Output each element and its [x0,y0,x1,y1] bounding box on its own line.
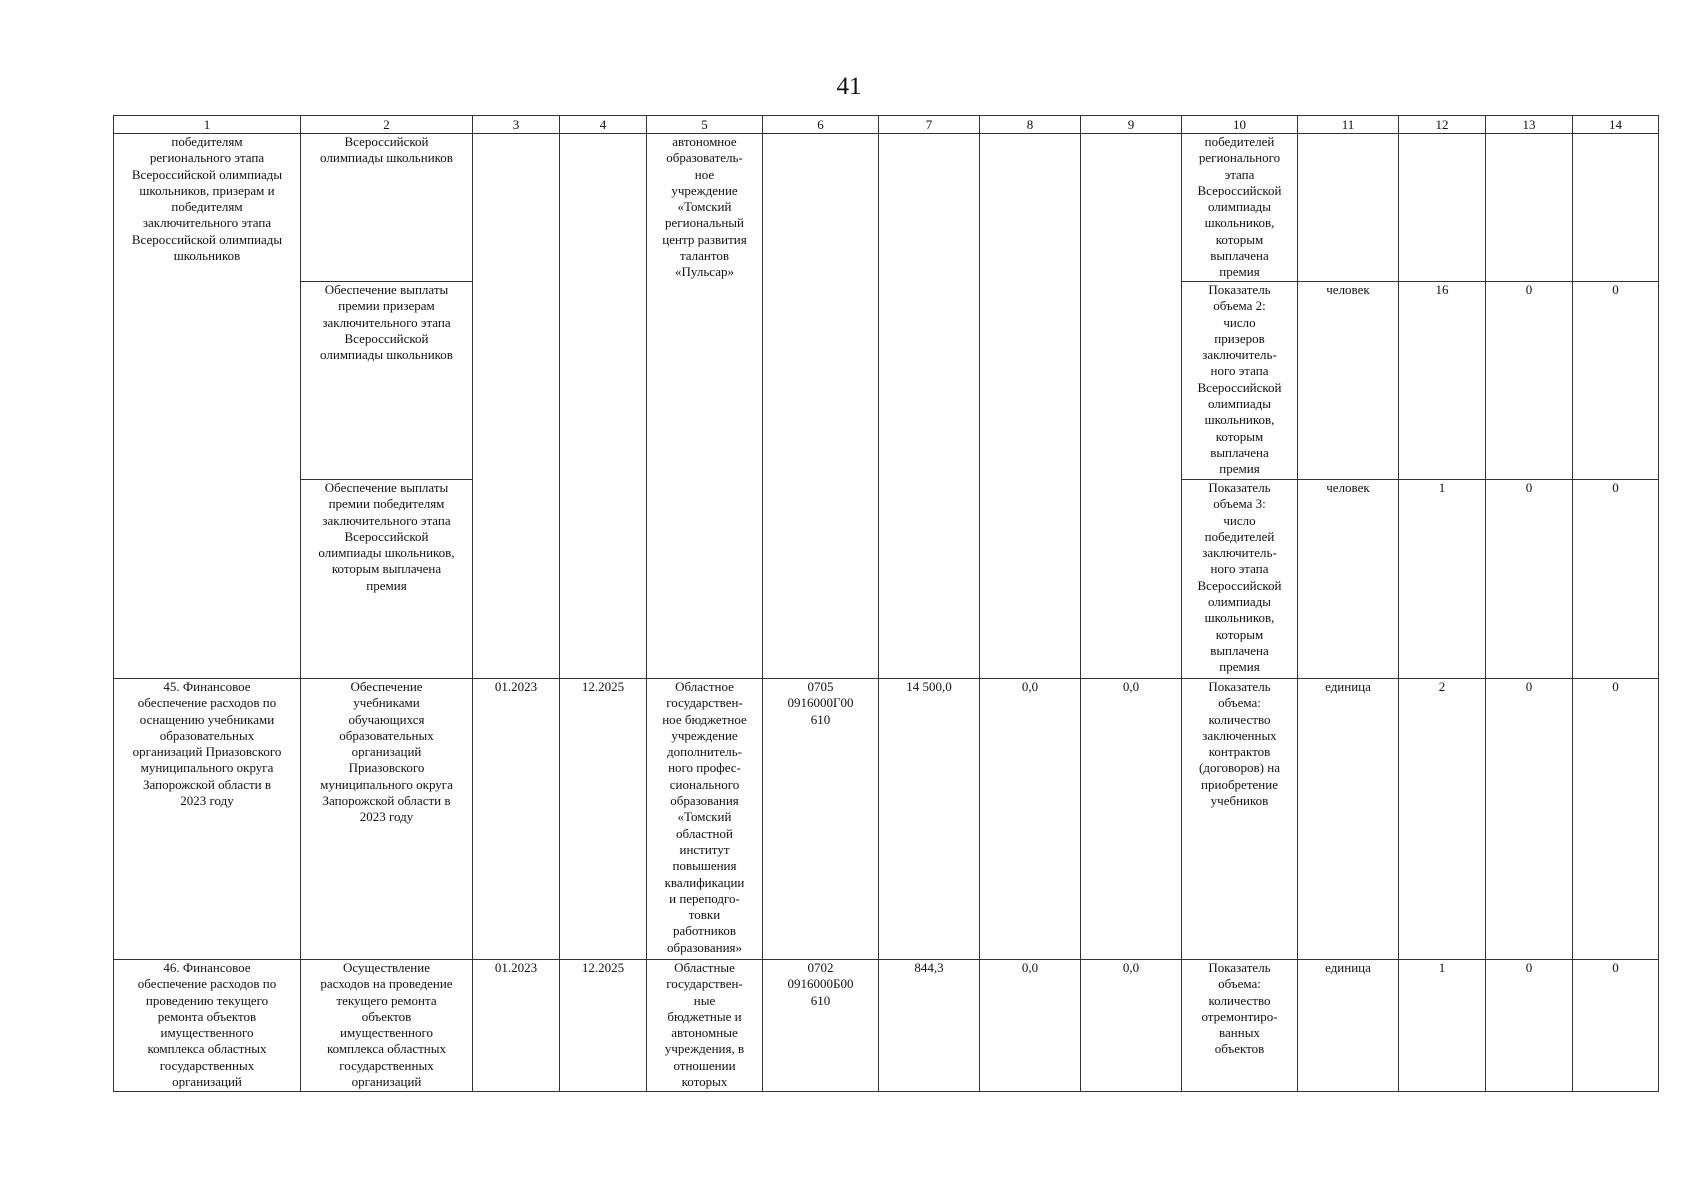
table-row [114,960,1659,1092]
cont-value-2b: 0 [1486,282,1573,480]
row45-end-date: 12.2025 [560,679,647,960]
cont-amount-2 [980,134,1081,679]
column-number: 13 [1486,116,1573,134]
row45-executor: Областное государствен- ное бюджетное учреждение дополнитель- ного профес- сионального образования «Томский областной институт повышения квалификации и переподго- товки работников образования» [647,679,763,960]
row46-amount-1: 844,3 [879,960,980,1092]
cont-end-date [560,134,647,679]
table-row [114,134,1659,282]
cont-start-date [473,134,560,679]
row45-start-date: 01.2023 [473,679,560,960]
page-number: 41 [836,73,862,100]
row45-value-3: 0 [1573,679,1659,960]
cont-value-1 [1399,134,1486,282]
column-number: 1 [114,116,301,134]
cont-value-2c: 0 [1573,282,1659,480]
cont-sub-event-3: Обеспечение выплаты премии победителям заключительного этапа Всероссийской олимпиады школьников, которым выплачена премия [301,480,473,679]
row46-value-1: 1 [1399,960,1486,1092]
cont-unit-1 [1298,134,1399,282]
cont-unit-2: человек [1298,282,1399,480]
cont-value-1b [1486,134,1573,282]
column-number: 5 [647,116,763,134]
column-number: 2 [301,116,473,134]
cont-value-3c: 0 [1573,480,1659,679]
cont-measure-name: победителям регионального этапа Всероссийской олимпиады школьников, призерам и победителям заключительного этапа Всероссийской олимпиады школьников [114,134,301,679]
column-number: 9 [1081,116,1182,134]
cont-amount-3 [1081,134,1182,679]
row46-budget-code: 0702 0916000Б00 610 [763,960,879,1092]
cont-value-1c [1573,134,1659,282]
row46-value-3: 0 [1573,960,1659,1092]
cont-unit-3: человек [1298,480,1399,679]
cont-sub-event-1: Всероссийской олимпиады школьников [301,134,473,282]
column-number: 10 [1182,116,1298,134]
row46-amount-2: 0,0 [980,960,1081,1092]
cont-budget-code [763,134,879,679]
cont-indicator-1: победителей регионального этапа Всероссийской олимпиады школьников, которым выплачена премия [1182,134,1298,282]
row45-value-2: 0 [1486,679,1573,960]
cont-amount-1 [879,134,980,679]
row46-indicator: Показатель объема: количество отремонтиро- ванных объектов [1182,960,1298,1092]
row45-sub-event: Обеспечение учебниками обучающихся образовательных организаций Приазовского муниципального округа Запорожской области в 2023 году [301,679,473,960]
column-number: 7 [879,116,980,134]
cont-value-2: 16 [1399,282,1486,480]
row46-start-date: 01.2023 [473,960,560,1092]
column-number: 6 [763,116,879,134]
cont-indicator-3: Показатель объема 3: число победителей заключитель- ного этапа Всероссийской олимпиады школьников, которым выплачена премия [1182,480,1298,679]
cont-sub-event-2: Обеспечение выплаты премии призерам заключительного этапа Всероссийской олимпиады школьников [301,282,473,480]
column-number: 14 [1573,116,1659,134]
column-number: 3 [473,116,560,134]
cont-value-3: 1 [1399,480,1486,679]
cont-indicator-2: Показатель объема 2: число призеров заключитель- ного этапа Всероссийской олимпиады школьников, которым выплачена премия [1182,282,1298,480]
column-number: 12 [1399,116,1486,134]
row46-value-2: 0 [1486,960,1573,1092]
row45-indicator: Показатель объема: количество заключенных контрактов (договоров) на приобретение учебников [1182,679,1298,960]
row46-amount-3: 0,0 [1081,960,1182,1092]
column-number: 4 [560,116,647,134]
table-row [114,679,1659,960]
row46-executor: Областные государствен- ные бюджетные и автономные учреждения, в отношении которых [647,960,763,1092]
indicators-table [113,115,1659,1092]
row45-amount-3: 0,0 [1081,679,1182,960]
column-number: 8 [980,116,1081,134]
row46-measure-name: 46. Финансовое обеспечение расходов по проведению текущего ремонта объектов имущественного комплекса областных государственных организаций [114,960,301,1092]
row46-end-date: 12.2025 [560,960,647,1092]
cont-value-3b: 0 [1486,480,1573,679]
row45-amount-2: 0,0 [980,679,1081,960]
row45-value-1: 2 [1399,679,1486,960]
row45-unit: единица [1298,679,1399,960]
row45-amount-1: 14 500,0 [879,679,980,960]
cont-executor: автономное образователь- ное учреждение «Томский региональный центр развития талантов «Пульсар» [647,134,763,679]
row46-sub-event: Осуществление расходов на проведение текущего ремонта объектов имущественного комплекса областных государственных организаций [301,960,473,1092]
row45-measure-name: 45. Финансовое обеспечение расходов по оснащению учебниками образовательных организаций Приазовского муниципального округа Запорожской области в 2023 году [114,679,301,960]
row46-unit: единица [1298,960,1399,1092]
row45-budget-code: 0705 0916000Г00 610 [763,679,879,960]
column-number-row [114,116,1659,134]
column-number: 11 [1298,116,1399,134]
